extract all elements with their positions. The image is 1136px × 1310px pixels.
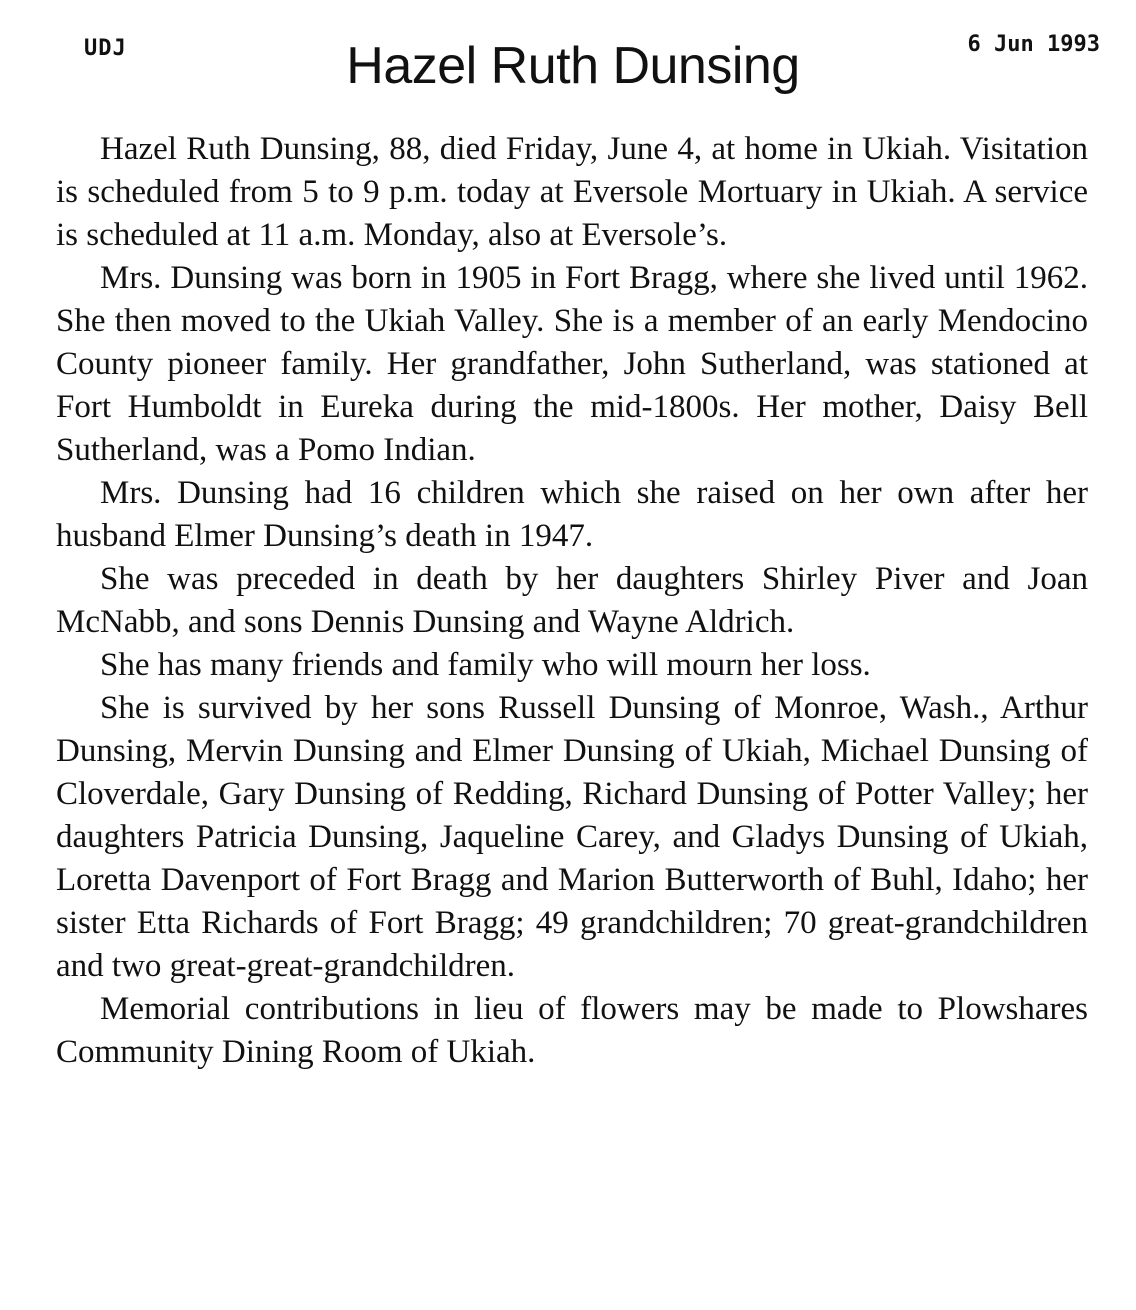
paragraph-preceded-in-death: She was preceded in death by her daughters Shirley Piver and Joan McNabb, and sons Dennis Dunsing and Wayne Aldrich. <box>56 561 1088 640</box>
paragraph-survivors: She is survived by her sons Russell Dunsing of Monroe, Wash., Arthur Dunsing, Mervin Dunsing and Elmer Dunsing of Ukiah, Michael Dunsing of Cloverdale, Gary Dunsing of Redding, Richard Dunsing of Potter Valley; her daughters Patricia Dunsing, Jaqueline Carey, and Gladys Dunsing of Ukiah, Loretta Davenport of Fort Bragg and Marion Butterworth of Buhl, Idaho; her sister Etta Richards of Fort Bragg; 49 grandchildren; 70 great-grandchildren and two great-great-grandchildren. <box>56 690 1088 984</box>
paragraph-biography: Mrs. Dunsing was born in 1905 in Fort Bragg, where she lived until 1962. She then moved to the Ukiah Valley. She is a member of an early Mendocino County pioneer family. Her grandfather, John Sutherland, was stationed at Fort Humboldt in Eureka during the mid-1800s. Her mother, Daisy Bell Sutherland, was a Pomo Indian. <box>56 260 1088 468</box>
obituary-body <box>56 128 1088 1074</box>
paragraph-memorial: Memorial contributions in lieu of flowers may be made to Plowshares Community Dining Room of Ukiah. <box>56 991 1088 1070</box>
source-tag: UDJ <box>84 36 127 61</box>
paragraph-death-notice: Hazel Ruth Dunsing, 88, died Friday, June 4, at home in Ukiah. Visitation is scheduled from 5 to 9 p.m. today at Eversole Mortuary in Ukiah. A service is scheduled at 11 a.m. Monday, also at Eversole’s. <box>56 131 1088 253</box>
obituary-headline: Hazel Ruth Dunsing <box>346 37 800 95</box>
date-tag: 6 Jun 1993 <box>967 32 1100 57</box>
paragraph-children: Mrs. Dunsing had 16 children which she raised on her own after her husband Elmer Dunsing’s death in 1947. <box>56 475 1088 554</box>
paragraph-friends-family: She has many friends and family who will mourn her loss. <box>100 647 871 683</box>
